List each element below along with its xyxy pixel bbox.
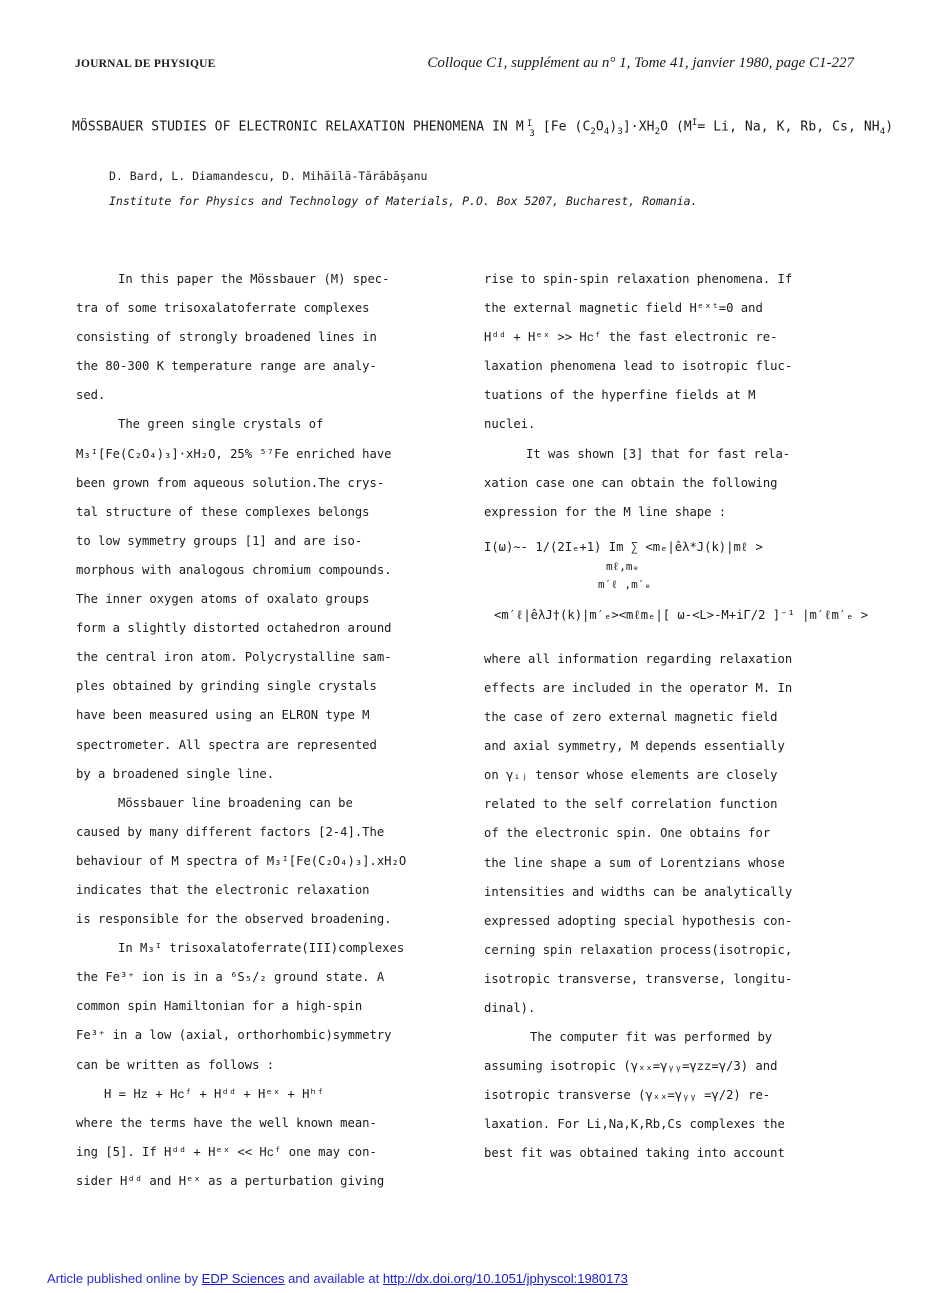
hamiltonian-equation: H = Hᴢ + Hᴄᶠ + Hᵈᵈ + Hᵉˣ + Hʰᶠ <box>104 1086 325 1101</box>
text-line: can be written as follows : <box>76 1057 275 1072</box>
text-line: Mössbauer line broadening can be <box>118 795 353 810</box>
text-line: intensities and widths can be analytically <box>484 884 793 899</box>
text-line: been grown from aqueous solution.The crys- <box>76 475 385 490</box>
text-line: common spin Hamiltonian for a high-spin <box>76 999 363 1014</box>
authors: D. Bard, L. Diamandescu, D. Mihăilă-Tărăbăşanu <box>109 169 428 183</box>
text-line: cerning spin relaxation process(isotropic, <box>484 942 793 957</box>
text-line: The computer fit was performed by <box>530 1030 773 1045</box>
text-line: xation case one can obtain the following <box>484 475 778 490</box>
text-line: where all information regarding relaxation <box>484 651 793 666</box>
footer-prefix: Article published online by <box>47 1271 202 1286</box>
text-line: dinal). <box>484 1000 536 1015</box>
text-line: by a broadened single line. <box>76 766 275 781</box>
title-sub: I3 <box>526 118 535 139</box>
text-line: Fe³⁺ in a low (axial, orthorhombic)symmetry <box>76 1028 392 1043</box>
line-shape-equation <box>484 530 869 648</box>
doi-link[interactable]: http://dx.doi.org/10.1051/jphyscol:1980173 <box>382 1271 628 1286</box>
publisher-link[interactable]: EDP Sciences <box>201 1271 285 1286</box>
paper-title: MÖSSBAUER STUDIES OF ELECTRONIC RELAXATION PHENOMENA IN M $_{I3}$ [Fe $(C_2O_4)_3]\cdot XH_2O$ ($M^I= Li$, Na, K, Rb, Cs, $NH_4$) <box>72 118 894 139</box>
footer-middle: and available at <box>284 1271 383 1286</box>
text-line: related to the self correlation function <box>484 797 778 812</box>
equation-line-2: <m′ℓ|êλJ†(k)|m′ₑ><mℓmₑ|[ ω-<L>-M+iΓ/2 ]⁻¹ |m′ℓm′ₑ > <box>494 607 869 622</box>
issue-reference: Colloque C1, supplément au n° 1, Tome 41, janvier 1980, page C1-227 <box>427 55 854 71</box>
title-text: MÖSSBAUER STUDIES OF ELECTRONIC RELAXATION PHENOMENA IN M <box>72 119 524 135</box>
text-line: on γᵢⱼ tensor whose elements are closely <box>484 768 778 783</box>
text-line: and axial symmetry, M depends essentially <box>484 739 785 754</box>
text-line: tuations of the hyperfine fields at M <box>484 388 756 403</box>
text-line: behaviour of M spectra of M₃ᴵ[Fe(C₂O₄)₃].xH₂O <box>76 853 407 868</box>
text-line: assuming isotropic (γₓₓ=γᵧᵧ=γᴢᴢ=γ/3) and <box>484 1059 778 1074</box>
text-line: In M₃ᴵ trisoxalatoferrate(III)complexes <box>118 941 405 956</box>
text-line: isotropic transverse, transverse, longitu- <box>484 971 793 986</box>
text-line: is responsible for the observed broadening. <box>76 912 392 927</box>
text-line: isotropic transverse (γₓₓ=γᵧᵧ =γ/2) re- <box>484 1088 771 1103</box>
affiliation: Institute for Physics and Technology of Materials, P.O. Box 5207, Bucharest, Romania. <box>109 194 698 208</box>
text-line: The inner oxygen atoms of oxalato groups <box>76 592 370 607</box>
text-line: M₃ᴵ[Fe(C₂O₄)₃]·xH₂O, 25% ⁵⁷Fe enriched have <box>76 446 392 461</box>
text-line: ing [5]. If Hᵈᵈ + Hᵉˣ << Hᴄᶠ one may con- <box>76 1144 377 1159</box>
text-line: The green single crystals of <box>118 417 324 432</box>
equation-line-1: I(ω)∼- 1/(2Iₑ+1) Im ∑ <mₑ|êλ*J(k)|mℓ > <box>484 539 763 554</box>
text-line: nuclei. <box>484 417 536 432</box>
text-line: caused by many different factors [2-4].The <box>76 824 385 839</box>
equation-sum-indices: mℓ,mₑ <box>606 559 640 573</box>
text-line: tal structure of these complexes belongs <box>76 504 370 519</box>
text-line: expressed adopting special hypothesis con- <box>484 913 793 928</box>
right-column <box>484 268 869 1172</box>
text-line: rise to spin-spin relaxation phenomena. If <box>484 272 793 286</box>
text-line: of the electronic spin. One obtains for <box>484 826 771 841</box>
text-line: indicates that the electronic relaxation <box>76 882 370 897</box>
text-line: In this paper the Mössbauer (M) spec- <box>118 272 390 286</box>
text-line: the 80-300 K temperature range are analy- <box>76 359 377 374</box>
text-line: best fit was obtained taking into account <box>484 1146 785 1161</box>
text-line: tra of some trisoxalatoferrate complexes <box>76 301 370 316</box>
text-line: where the terms have the well known mean- <box>76 1115 377 1130</box>
footer <box>47 1271 628 1286</box>
equation-sum-indices-primed: m′ℓ ,m′ₑ <box>598 577 651 591</box>
text-line: sed. <box>76 388 106 403</box>
text-line: morphous with analogous chromium compounds. <box>76 562 392 577</box>
text-line: have been measured using an ELRON type M <box>76 708 370 723</box>
text-line: effects are included in the operator M. In <box>484 680 793 695</box>
left-column <box>76 268 456 1199</box>
text-line: sider Hᵈᵈ and Hᵉˣ as a perturbation giving <box>76 1173 385 1188</box>
text-line: laxation phenomena lead to isotropic fluc- <box>484 359 793 374</box>
text-line: laxation. For Li,Na,K,Rb,Cs complexes the <box>484 1117 785 1132</box>
text-line: the case of zero external magnetic field <box>484 710 778 725</box>
text-line: expression for the M line shape : <box>484 504 727 519</box>
text-line: the central iron atom. Polycrystalline sam- <box>76 650 392 665</box>
text-line: It was shown [3] that for fast rela- <box>526 446 791 461</box>
text-line: Hᵈᵈ + Hᵉˣ >> Hᴄᶠ the fast electronic re- <box>484 330 778 345</box>
text-line: ples obtained by grinding single crystals <box>76 679 377 694</box>
text-line: spectrometer. All spectra are represented <box>76 737 377 752</box>
text-line: consisting of strongly broadened lines in <box>76 330 377 345</box>
text-line: the line shape a sum of Lorentzians whose <box>484 855 785 870</box>
journal-name: JOURNAL DE PHYSIQUE <box>75 58 216 70</box>
text-line: the Fe³⁺ ion is in a ⁶S₅/₂ ground state. A <box>76 970 385 985</box>
text-line: the external magnetic field Hᵉˣᵗ=0 and <box>484 301 763 316</box>
text-line: to low symmetry groups [1] and are iso- <box>76 533 363 548</box>
text-line: form a slightly distorted octahedron around <box>76 621 392 636</box>
